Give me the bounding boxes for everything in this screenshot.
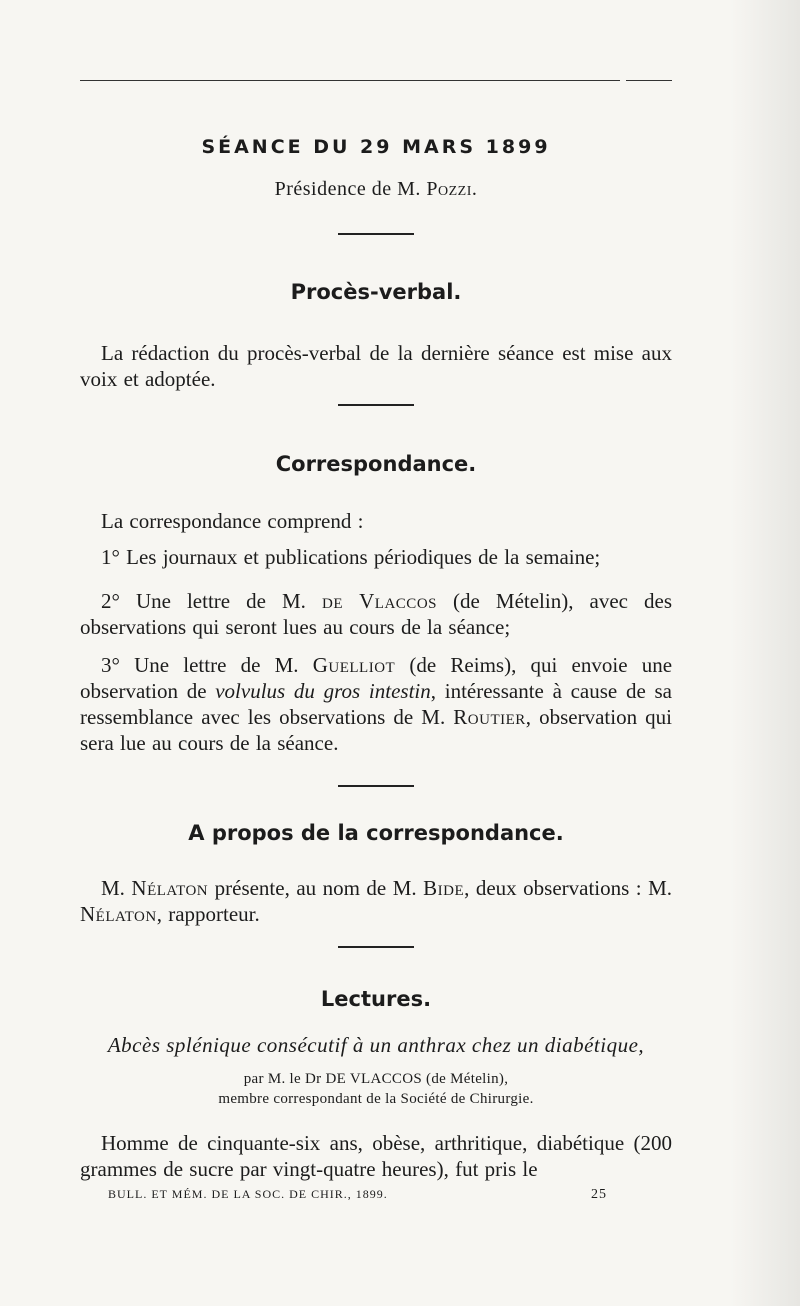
page-footer <box>108 1187 608 1202</box>
article-author <box>80 1069 672 1109</box>
header-rule <box>80 80 620 81</box>
person-name: Bide <box>423 876 465 900</box>
correspondance-intro: La correspondance comprend : <box>101 509 364 533</box>
person-name: Guelliot <box>312 653 396 677</box>
proces-verbal-text: La rédaction du procès-verbal de la dernière séance est mise aux voix et adoptée. <box>80 341 672 391</box>
president-name: Pozzi. <box>426 178 478 200</box>
section-divider <box>338 946 414 948</box>
section-divider <box>338 233 414 235</box>
a-propos-text: M. Nélaton présente, au nom de M. Bide, deux observations : M. Nélaton, rapporteur. <box>80 876 673 926</box>
presidence-prefix: Présidence de M. <box>274 178 421 200</box>
correspondance-item-1: 1° Les journaux et publications périodiques de la semaine; <box>101 545 601 569</box>
correspondance-item-3: 3° Une lettre de M. Guelliot (de Reims), qui envoie une observation de volvulus du gros intestin, intéressante à cause de sa ressemblance avec les observations de M. Routier, observation qui sera lue au cours de la séance. <box>80 653 673 755</box>
correspondance-item-2: 2° Une lettre de M. de Vlaccos (de Mételin), avec des observations qui seront lues au cours de la séance; <box>80 589 673 639</box>
person-name: Nélaton <box>131 876 209 900</box>
italic-term: volvulus du gros intestin <box>215 679 431 703</box>
section-divider <box>338 404 414 406</box>
presidence-line <box>80 178 672 201</box>
author-line-1: par M. le Dr DE VLACCOS (de Mételin), <box>243 1071 509 1087</box>
article-title: Abcès splénique consécutif à un anthrax chez un diabétique, <box>107 1033 645 1057</box>
person-name: Nélaton <box>80 902 157 926</box>
heading-proces-verbal: Procès-verbal. <box>290 280 462 304</box>
heading-correspondance: Correspondance. <box>275 452 477 476</box>
author-line-2: membre correspondant de la Société de Chirurgie. <box>218 1091 534 1107</box>
person-name: Routier <box>453 705 526 729</box>
heading-a-propos: A propos de la correspondance. <box>188 821 564 845</box>
lecture-body-text: Homme de cinquante-six ans, obèse, arthritique, diabétique (200 grammes de sucre par vingt-quatre heures), fut pris le <box>80 1131 672 1181</box>
heading-lectures: Lectures. <box>320 987 432 1011</box>
header-rule-end <box>626 80 672 81</box>
session-title: SÉANCE DU 29 MARS 1899 <box>201 136 551 158</box>
section-divider <box>338 785 414 787</box>
page-edge-shading <box>730 0 800 1306</box>
page-number: 25 <box>591 1187 607 1202</box>
footer-journal: BULL. ET MÉM. DE LA SOC. DE CHIR., 1899. <box>108 1187 388 1201</box>
person-name: de Vlaccos <box>321 589 437 613</box>
